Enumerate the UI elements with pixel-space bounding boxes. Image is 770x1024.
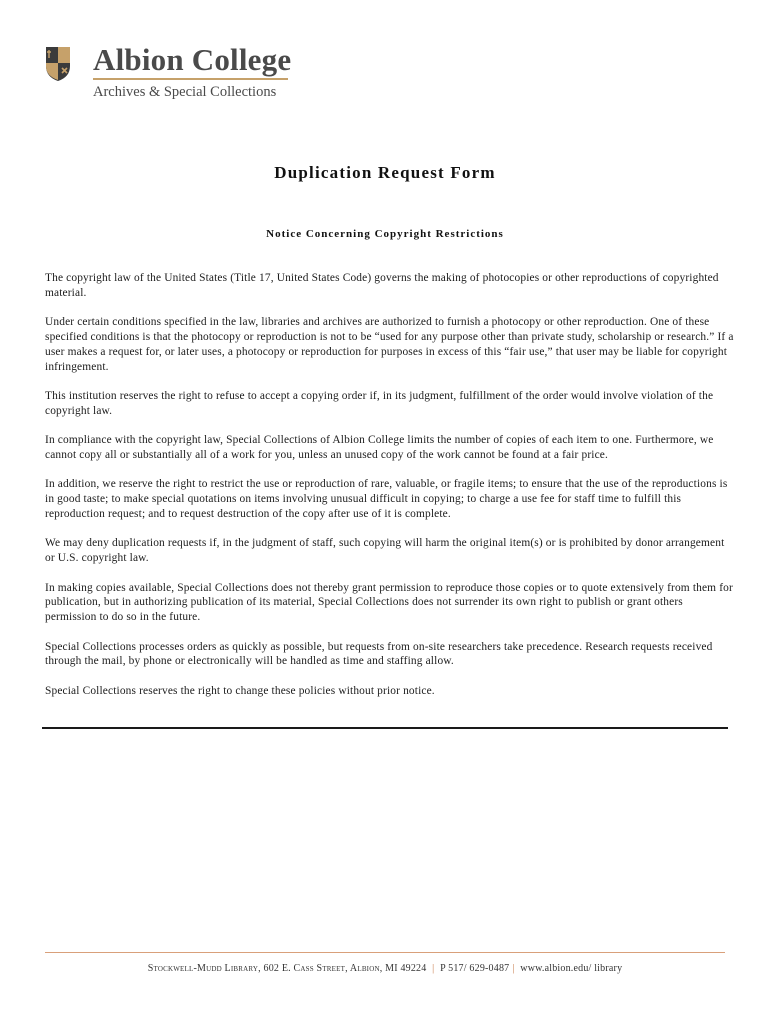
letterhead (45, 44, 291, 100)
notice-body (45, 271, 735, 713)
paragraph: Special Collections processes orders as quickly as possible, but requests from on-site researchers take precedence. Research requests received through the mail, by phone or electronically will be handled as time and staffing allow. (45, 640, 713, 668)
paragraph: This institution reserves the right to refuse to accept a copying order if, in its judgment, fulfillment of the order would involve violation of the copyright law. (45, 389, 714, 417)
brand-subtitle: Archives & Special Collections (93, 84, 277, 100)
footer-url[interactable]: www.albion.edu/ library (520, 963, 623, 974)
footer-separator: | (512, 963, 515, 974)
brand-block (93, 44, 291, 100)
paragraph: Under certain conditions specified in the law, libraries and archives are authorized to furnish a photocopy or other reproduction. One of these specified conditions is that the photocopy or reproduction is not to be “used for any purpose other than private study, scholarship or research.” If a user makes a request for, or later uses, a photocopy or reproduction for purposes in excess of this “fair use,” that user may be liable for copyright infringement. (45, 316, 734, 373)
paragraph: Special Collections reserves the right to change these policies without prior notice. (45, 684, 435, 697)
footer-phone: P 517/ 629-0487 (440, 963, 510, 974)
footer (0, 963, 770, 974)
brand-rule (93, 78, 288, 80)
section-divider (42, 727, 728, 729)
brand-name: Albion College (93, 42, 292, 77)
footer-rule (45, 952, 725, 953)
paragraph: In making copies available, Special Collections does not thereby grant permission to reproduce those copies or to quote extensively from them for publication, but in authorizing publication of its material, Special Collections does not surrender its own right to publish or grant others permission to do so in the future. (45, 581, 733, 624)
paragraph: In addition, we reserve the right to restrict the use or reproduction of rare, valuable, or fragile items; to ensure that the use of the reproductions is in good taste; to make special quotations on items involving unusual difficult in copying; to charge a use fee for staff time to fulfill this reproduction request; and to request destruction of the copy after use of it is complete. (45, 478, 728, 520)
footer-address: Stockwell-Mudd Library, 602 E. Cass Street, Albion, MI 49224 (147, 963, 427, 974)
document-subtitle: Notice Concerning Copyright Restrictions (266, 228, 504, 240)
document-title: Duplication Request Form (274, 163, 496, 182)
paragraph: The copyright law of the United States (Title 17, United States Code) governs the making of photocopies or other reproductions of copyrighted material. (45, 272, 719, 299)
paragraph: In compliance with the copyright law, Special Collections of Albion College limits the number of copies of each item to one. Furthermore, we cannot copy all or substantially all of a work for you, unless an unused copy of the work cannot be found at a fair price. (45, 434, 714, 461)
college-shield-logo (45, 46, 71, 82)
footer-separator: | (432, 963, 435, 974)
paragraph: We may deny duplication requests if, in the judgment of staff, such copying will harm the original item(s) or is prohibited by donor arrangement or U.S. copyright law. (45, 537, 725, 565)
